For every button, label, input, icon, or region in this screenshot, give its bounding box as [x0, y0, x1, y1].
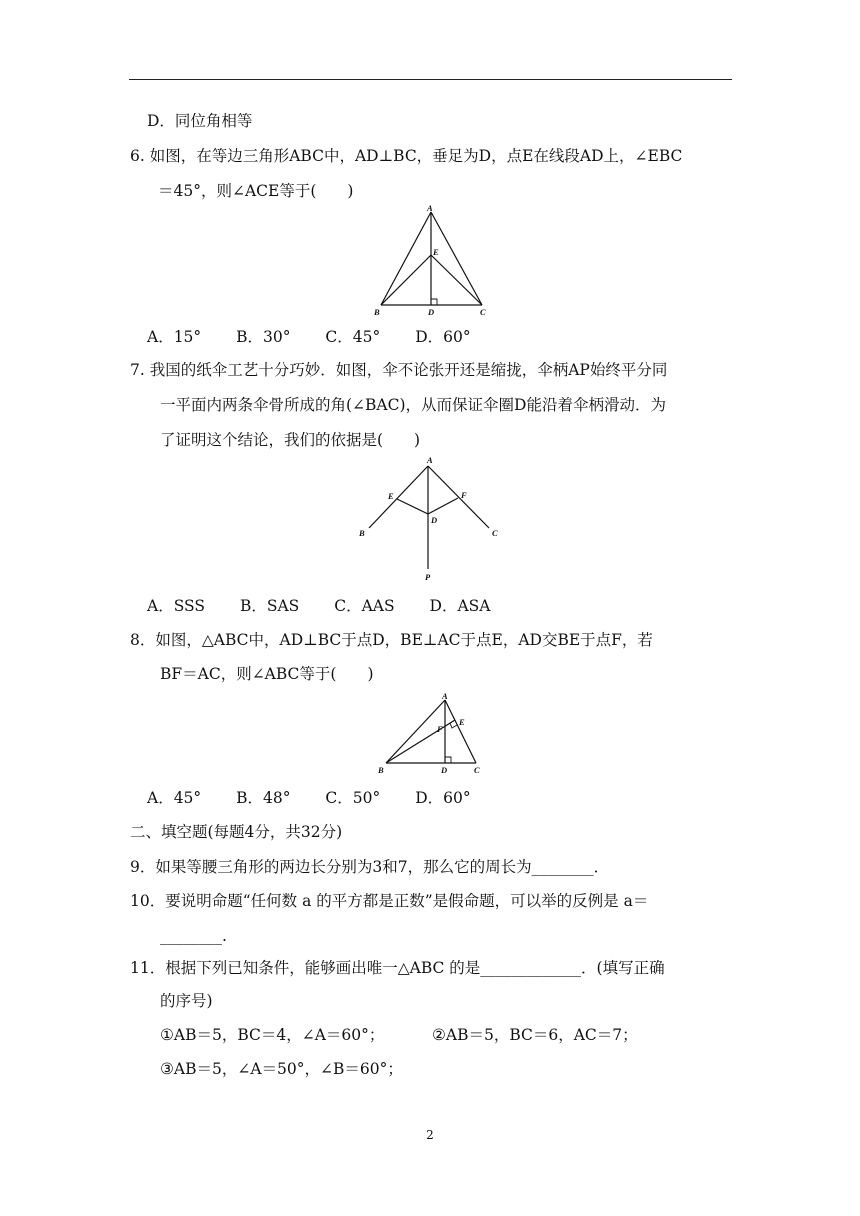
q6-label-a: A	[427, 203, 433, 213]
q8-label-a: A	[442, 691, 448, 701]
q8-label-c: C	[474, 765, 480, 775]
q6-option-a[interactable]: A．15°	[147, 328, 202, 346]
q7-rib-ac	[428, 466, 489, 528]
q6-label-c: C	[480, 307, 486, 317]
q7-options	[147, 596, 520, 616]
q11-condition-2: ②AB＝5，BC＝6，AC＝7；	[432, 1026, 638, 1044]
q6-options	[147, 327, 501, 347]
q7-text-line2: 一平面内两条伞骨所成的角(∠BAC)，从而保证伞圈D能沿着伞柄滑动．为	[160, 396, 666, 414]
q6-segment-ec	[431, 255, 482, 305]
q7-text-line3: 了证明这个结论，我们的依据是( )	[160, 431, 421, 449]
q7-label-b: B	[359, 528, 365, 538]
q7-option-c[interactable]: C．AAS	[334, 597, 395, 615]
page-number: 2	[426, 1128, 434, 1142]
q8-option-b[interactable]: B．48°	[236, 789, 291, 807]
q7-text-line1: 7. 我国的纸伞工艺十分巧妙．如图，伞不论张开还是缩拢，伞柄AP始终平分同	[130, 361, 668, 379]
q6-side-ab	[381, 212, 431, 305]
q7-figure	[355, 452, 505, 584]
q7-option-b[interactable]: B．SAS	[239, 597, 300, 615]
q7-label-d: D	[431, 515, 438, 525]
q7-rib-ab	[369, 466, 428, 528]
q7-option-a[interactable]: A．SSS	[147, 597, 206, 615]
q7-option-d[interactable]: D．ASA	[429, 597, 491, 615]
q6-figure	[365, 202, 495, 320]
section2-title: 二、填空题(每题4分，共32分)	[130, 823, 343, 841]
q7-label-f: F	[461, 490, 467, 500]
q8-figure	[370, 690, 490, 778]
q8-option-a[interactable]: A．45°	[147, 789, 202, 807]
q6-right-angle-mark	[431, 299, 437, 305]
q6-segment-be	[381, 255, 431, 305]
q8-side-ac	[445, 700, 476, 763]
q8-option-d[interactable]: D．60°	[415, 789, 471, 807]
q10-text-line2: ________.	[160, 927, 227, 945]
q6-option-c[interactable]: C．45°	[325, 328, 381, 346]
header-rule	[129, 79, 732, 80]
q7-label-p: P	[425, 572, 431, 582]
q8-options	[147, 788, 501, 808]
q8-label-b: B	[378, 765, 384, 775]
q11-condition-1: ①AB＝5，BC＝4，∠A＝60°；	[160, 1026, 385, 1044]
q7-strut-ed	[397, 499, 428, 514]
q8-right-angle-mark-d	[445, 757, 451, 763]
q6-side-ac	[431, 212, 482, 305]
q8-text-line2: BF＝AC，则∠ABC等于( )	[160, 665, 374, 683]
q7-label-c: C	[492, 528, 498, 538]
q7-strut-fd	[428, 498, 458, 514]
q7-label-a: A	[427, 455, 433, 465]
q11-condition-3: ③AB＝5，∠A＝50°，∠B＝60°；	[160, 1060, 403, 1078]
q11-text-line1: 11．根据下列已知条件，能够画出唯一△ABC 的是_____________．(填写正确	[130, 959, 665, 977]
q7-label-e: E	[388, 491, 394, 501]
q8-right-angle-mark-e	[450, 723, 457, 728]
q8-option-c[interactable]: C．50°	[325, 789, 381, 807]
q8-label-f: F	[437, 724, 443, 734]
q6-text-line2: ＝45°，则∠ACE等于( )	[158, 182, 354, 200]
q6-text-line1: 6. 如图，在等边三角形ABC中，AD⊥BC，垂足为D，点E在线段AD上，∠EBC	[130, 147, 683, 165]
q5-option-d: D．同位角相等	[147, 112, 253, 130]
q6-label-e: E	[433, 247, 439, 257]
q8-label-d: D	[441, 765, 448, 775]
q6-option-d[interactable]: D．60°	[415, 328, 471, 346]
q6-label-d: D	[428, 307, 435, 317]
q11-text-line2: 的序号)	[160, 992, 213, 1010]
q8-text-line1: 8．如图，△ABC中，AD⊥BC于点D，BE⊥AC于点E，AD交BE于点F，若	[130, 631, 653, 649]
q8-label-e: E	[459, 717, 465, 727]
q9-text: 9．如果等腰三角形的两边长分别为3和7，那么它的周长为________．	[130, 858, 610, 876]
q6-label-b: B	[374, 307, 380, 317]
q6-option-b[interactable]: B．30°	[236, 328, 291, 346]
q10-text-line1: 10．要说明命题“任何数 a 的平方都是正数”是假命题，可以举的反例是 a＝	[130, 892, 649, 910]
